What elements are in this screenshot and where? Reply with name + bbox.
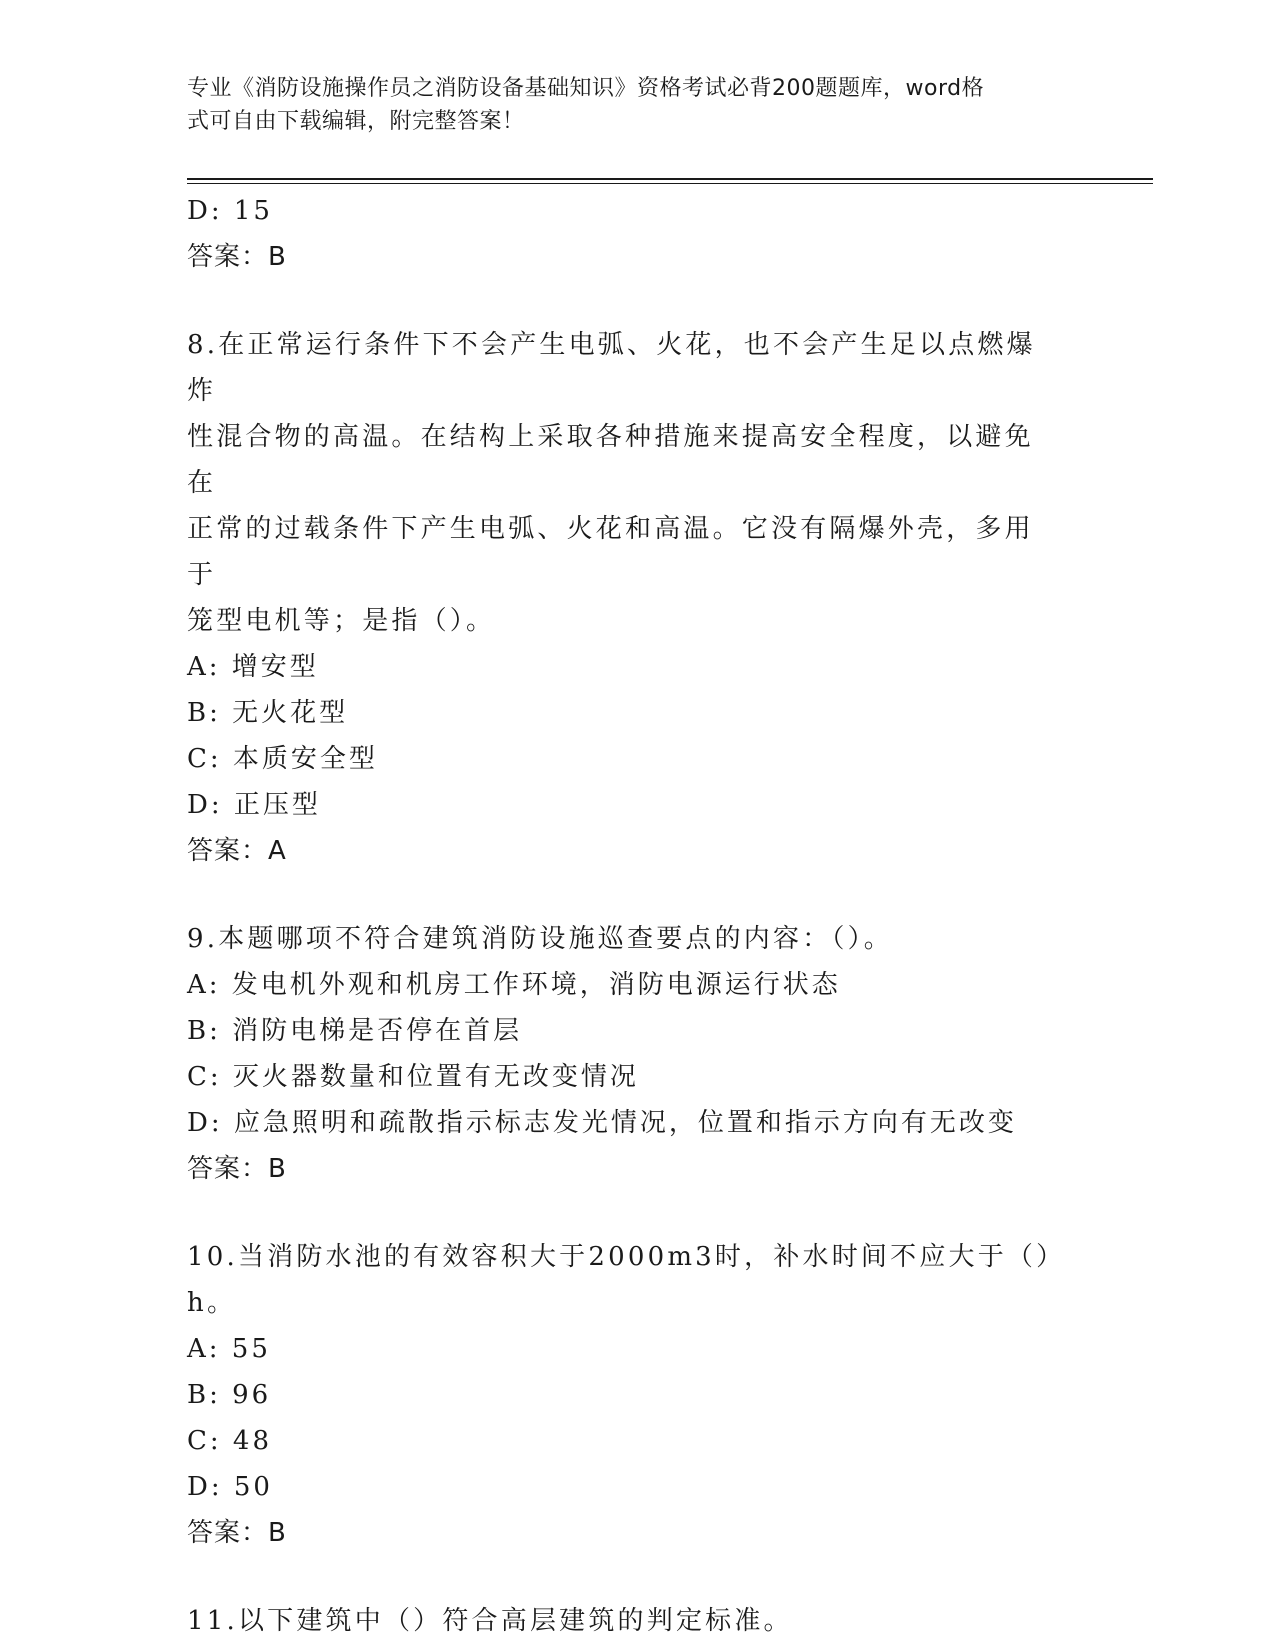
question-11 — [187, 1598, 1067, 1644]
prev-answer: 答案：B — [187, 242, 287, 272]
question-10-option-b: B: 96 — [187, 1380, 272, 1410]
question-8-stem-line: 正常的过载条件下产生电弧、火花和高温。它没有隔爆外壳，多用于 — [187, 514, 1034, 590]
question-9-option-a: A: 发电机外观和机房工作环境，消防电源运行状态 — [187, 970, 841, 1000]
header-divider-thick — [187, 178, 1153, 180]
question-8-stem-line: 8.在正常运行条件下不会产生电弧、火花，也不会产生足以点燃爆炸 — [187, 330, 1036, 406]
question-8-stem — [187, 322, 1057, 644]
question-8-option-d: D: 正压型 — [187, 790, 321, 820]
question-list — [187, 188, 1067, 1644]
question-8-stem-line: 性混合物的高温。在结构上采取各种措施来提高安全程度，以避免在 — [187, 422, 1034, 498]
question-9-stem — [187, 916, 1057, 962]
question-9-option-b: B: 消防电梯是否停在首层 — [187, 1016, 523, 1046]
question-9-stem-line: 9.本题哪项不符合建筑消防设施巡查要点的内容：（）。 — [187, 924, 894, 954]
spacer — [187, 1192, 1067, 1234]
question-9-answer: 答案：B — [187, 1154, 287, 1184]
prev-option-d: D: 15 — [187, 196, 273, 226]
question-8 — [187, 322, 1067, 874]
question-8-option-c: C: 本质安全型 — [187, 744, 378, 774]
question-10-answer: 答案：B — [187, 1518, 287, 1548]
question-9-option-c: C: 灭火器数量和位置有无改变情况 — [187, 1062, 639, 1092]
question-8-stem-line: 笼型电机等；是指（）。 — [187, 606, 496, 636]
question-8-answer: 答案：A — [187, 836, 287, 866]
spacer — [187, 874, 1067, 916]
question-10-option-c: C: 48 — [187, 1426, 273, 1456]
question-11-stem-line: 11.以下建筑中（）符合高层建筑的判定标准。 — [187, 1606, 793, 1636]
header-title-line-2: 式可自由下载编辑，附完整答案！ — [187, 109, 525, 134]
question-10 — [187, 1234, 1067, 1556]
header-divider-thin — [187, 183, 1153, 184]
spacer — [187, 280, 1067, 322]
spacer — [187, 1556, 1067, 1598]
question-10-stem — [187, 1234, 1057, 1326]
question-9-option-d: D: 应急照明和疏散指示标志发光情况，位置和指示方向有无改变 — [187, 1108, 1017, 1138]
question-8-option-b: B: 无火花型 — [187, 698, 349, 728]
question-10-option-a: A: 55 — [187, 1334, 271, 1364]
header-title-line-1: 专业《消防设施操作员之消防设备基础知识》资格考试必背200题题库，word格 — [187, 76, 985, 101]
document-header — [187, 72, 1067, 138]
question-8-option-a: A: 增安型 — [187, 652, 319, 682]
question-10-option-d: D: 50 — [187, 1472, 273, 1502]
question-11-stem — [187, 1598, 1057, 1644]
question-10-stem-line: 10.当消防水池的有效容积大于2000m3时，补水时间不应大于（）h。 — [187, 1242, 1053, 1318]
question-9 — [187, 916, 1067, 1192]
